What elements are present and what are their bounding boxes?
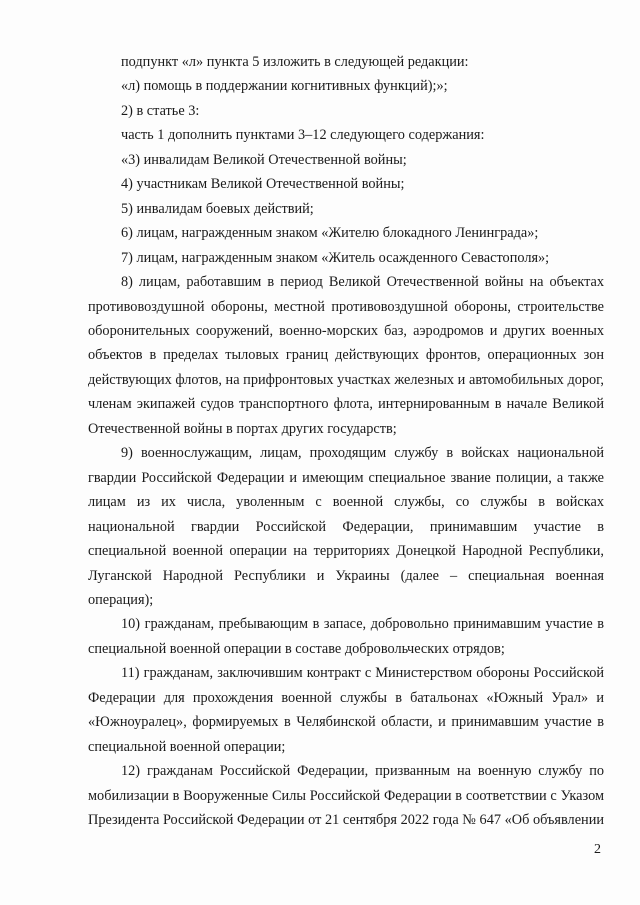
paragraph-item-5: 5) инвалидам боевых действий; [121,200,314,217]
paragraph-item-10: 10) гражданам, пребывающим в запасе, добровольно принимавшим участие в специальной военной операции в составе добровольческих отрядов; [88,616,604,657]
page-number: 2 [594,842,601,857]
paragraph-part-1-intro: часть 1 дополнить пунктами 3–12 следующего содержания: [121,127,485,144]
paragraph-item-7: 7) лицам, награжденным знаком «Житель осажденного Севастополя»; [121,249,550,266]
paragraph-item-9: 9) военнослужащим, лицам, проходящим службу в войсках национальной гвардии Российской Федерации и имеющим специальное звание полиции, а также лицам из их числа, уволенным с военной службы, со службы в войсках национальной гвардии Российской Федерации, принимавшим участие в специальной военной операции на территориях Донецкой Народной Республики, Луганской Народной Республики и Украины (далее – специальная военная операция); [88,445,604,608]
paragraph-article-3: 2) в статье 3: [121,102,200,119]
paragraph-item-6: 6) лицам, награжденным знаком «Жителю блокадного Ленинграда»; [121,225,539,242]
document-body [88,50,604,833]
paragraph-item-12: 12) гражданам Российской Федерации, призванным на военную службу по мобилизации в Вооруженные Силы Российской Федерации в соответствии с Указом Президента Российской Федерации от 21 сентября 2022 года № 647 «Об объявлении [88,763,604,829]
paragraph-subpoint-l-text: «л) помощь в поддержании когнитивных функций);»; [121,78,448,95]
paragraph-item-3: «3) инвалидам Великой Отечественной войны; [121,151,407,168]
paragraph-item-4: 4) участникам Великой Отечественной войны; [121,176,405,193]
paragraph-item-8: 8) лицам, работавшим в период Великой Отечественной войны на объектах противовоздушной обороны, местной противовоздушной обороны, строительстве оборонительных сооружений, военно-морских баз, аэродромов и других военных объектов в пределах тыловых границ действующих фронтов, операционных зон действующих флотов, на прифронтовых участках железных и автомобильных дорог, членам экипажей судов транспортного флота, интернированным в начале Великой Отечественной войны в портах других государств; [88,274,604,437]
paragraph-item-11: 11) гражданам, заключившим контракт с Министерством обороны Российской Федерации для прохождения военной службы в батальонах «Южный Урал» и «Южноуралец», формируемых в Челябинской области, и принимавшим участие в специальной военной операции; [88,665,604,755]
paragraph-subpoint-l-intro: подпункт «л» пункта 5 изложить в следующей редакции: [121,54,469,70]
